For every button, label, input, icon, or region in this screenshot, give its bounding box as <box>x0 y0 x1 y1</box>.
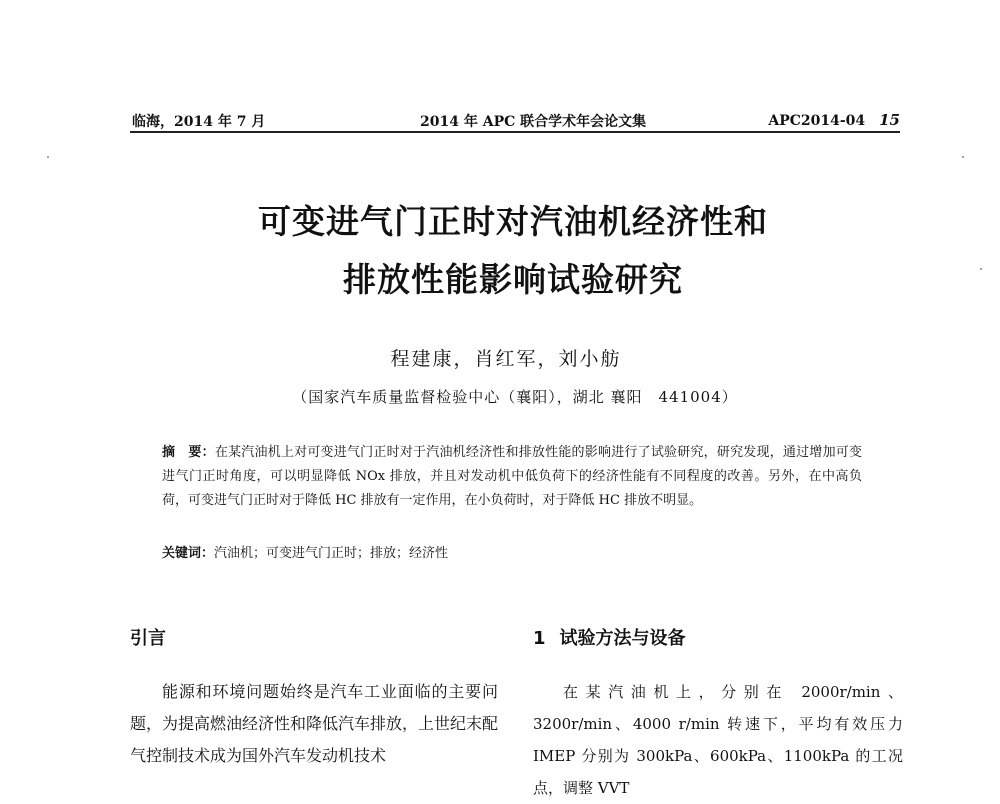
abstract-label: 摘 要： <box>162 445 215 460</box>
scan-speck <box>962 156 964 158</box>
keywords-text: 汽油机；可变进气门正时；排放；经济性 <box>214 546 449 561</box>
section-title: 试验方法与设备 <box>559 628 686 649</box>
keywords <box>162 542 448 561</box>
section-heading-methods <box>533 624 686 650</box>
running-header-center: 2014 年 APC 联合学术年会论文集 <box>420 114 647 130</box>
affiliation: （国家汽车质量监督检验中心（襄阳），湖北 襄阳 441004） <box>292 388 738 406</box>
scan-speck <box>980 268 982 270</box>
header-rule <box>130 131 900 133</box>
section-heading-introduction: 引言 <box>130 628 166 649</box>
section-number: 1 <box>533 628 546 649</box>
authors: 程建康，肖红军，刘小舫 <box>390 348 622 370</box>
abstract-text: 在某汽油机上对可变进气门正时对于汽油机经济性和排放性能的影响进行了试验研究，研究发现，通过增加可变进气门正时角度，可以明显降低 NOx 排放，并且对发动机中低负荷下的经济性能有不同程度的改善。另外，在中高负荷，可变进气门正时对于降低 HC 排放有一定作用，在小负荷时，对于降低 HC 排放不明显。 <box>162 445 862 508</box>
introduction-body: 能源和环境问题始终是汽车工业面临的主要问题，为提高燃油经济性和降低汽车排放，上世纪末配气控制技术成为国外汽车发动机技术 <box>130 682 499 765</box>
scan-speck <box>47 156 49 158</box>
keywords-label: 关键词： <box>162 546 215 561</box>
methods-body: 在某汽油机上，分别在 2000r/min、3200r/min、4000 r/min 转速下，平均有效压力 IMEP 分别为 300kPa、600kPa、1100kPa 的工况点，调整 VVT <box>533 683 903 797</box>
abstract <box>162 441 862 513</box>
paper-title-line2: 排放性能影响试验研究 <box>343 260 683 299</box>
running-header-right <box>768 111 900 129</box>
page-number: 15 <box>879 111 900 129</box>
paper-title-line1: 可变进气门正时对汽油机经济性和 <box>258 202 768 241</box>
running-header-left: 临海，2014 年 7 月 <box>132 114 266 130</box>
paper-code: APC2014-04 <box>768 113 866 129</box>
